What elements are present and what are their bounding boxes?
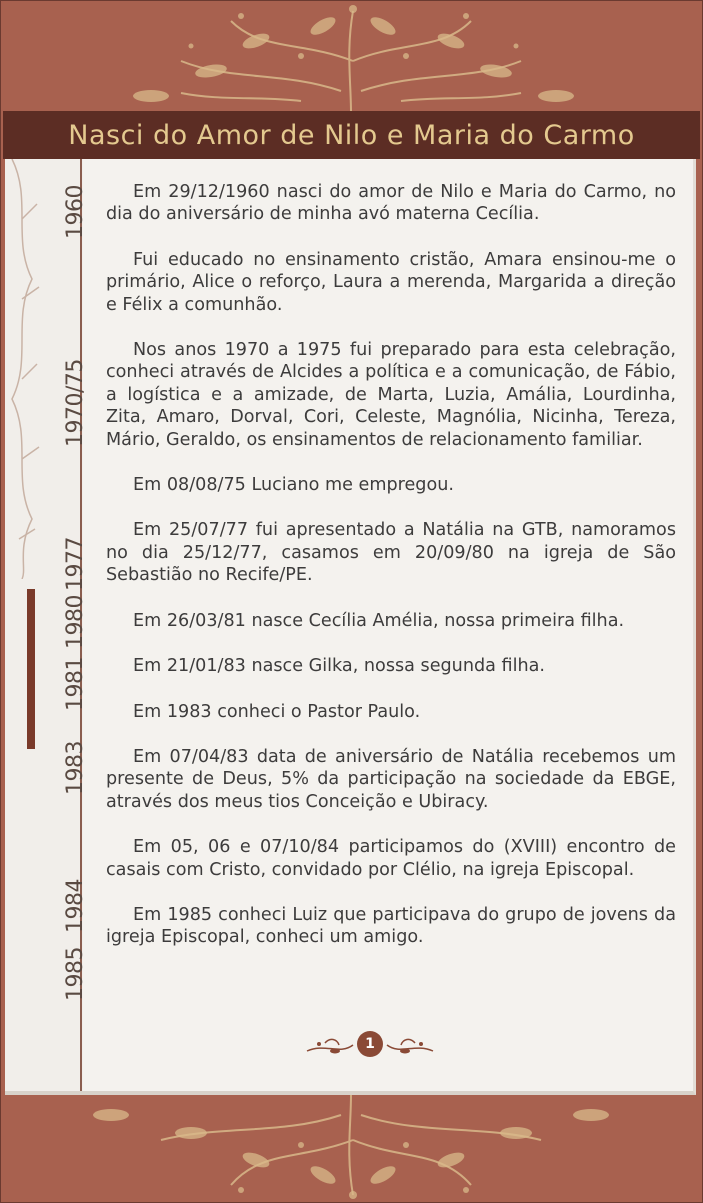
page-number-badge: 1 <box>357 1031 383 1057</box>
year-label-1970-75: 1970/75 <box>63 359 88 447</box>
year-label-1981: 1981 <box>63 657 88 711</box>
paragraph: Em 1983 conheci o Pastor Paulo. <box>133 701 421 722</box>
timeline-marker <box>27 589 35 749</box>
year-label-1983: 1983 <box>63 741 88 795</box>
page-title: Nasci do Amor de Nilo e Maria do Carmo <box>68 119 635 151</box>
paragraph: Em 21/01/83 nasce Gilka, nossa segunda filha. <box>133 656 546 677</box>
floral-ornament-top <box>1 1 702 113</box>
year-label-1984: 1984 <box>63 879 88 933</box>
paragraph: Em 25/07/77 fui apresentado a Natália na GTB, namoramos no dia 25/12/77, casamos em 20/09/80 na igreja de São Sebastião no Recife/PE. <box>106 520 676 586</box>
floral-ornament-bottom <box>1 1095 702 1202</box>
title-bar <box>3 111 700 159</box>
paragraph: Em 08/08/75 Luciano me empregou. <box>133 475 454 496</box>
document-page <box>5 159 696 1095</box>
year-label-1977: 1977 <box>63 537 88 591</box>
paragraph: Fui educado no ensinamento cristão, Amara ensinou-me o primário, Alice o reforço, Laura a merenda, Margarida a direção e Félix a comunhão. <box>106 249 676 315</box>
year-label-1960: 1960 <box>63 185 88 239</box>
paragraph: Em 26/03/81 nasce Cecília Amélia, nossa primeira filha. <box>133 610 625 631</box>
year-label-1980: 1980 <box>63 595 88 649</box>
paragraph: Em 1985 conheci Luiz que participava do grupo de jovens da igreja Episcopal, conheci um amigo. <box>106 904 676 948</box>
vine-ornament-left <box>7 159 47 579</box>
paragraph: Em 07/04/83 data de aniversário de Natália recebemos um presente de Deus, 5% da participação na sociedade da EBGE, através dos meus tios Conceição e Ubiracy. <box>106 746 676 812</box>
paragraph: Em 05, 06 e 07/10/84 participamos do (XVIII) encontro de casais com Cristo, convidado por Clélio, na igreja Episcopal. <box>106 837 676 880</box>
paragraph: Nos anos 1970 a 1975 fui preparado para esta celebração, conheci através de Alcides a política e a comunicação, de Fábio, a logística e a amizade, de Marta, Luzia, Amália, Lourdinha, Zita, Amaro, Dorval, Cori, Celeste, Magnólia, Nicinha, Tereza, Mário, Geraldo, os ensinamentos de relacionamento familiar. <box>106 340 676 450</box>
paragraph: Em 29/12/1960 nasci do amor de Nilo e Maria do Carmo, no dia do aniversário de minha avó materna Cecília. <box>106 182 676 225</box>
biography-text <box>106 181 676 972</box>
year-label-1985: 1985 <box>63 947 88 1001</box>
